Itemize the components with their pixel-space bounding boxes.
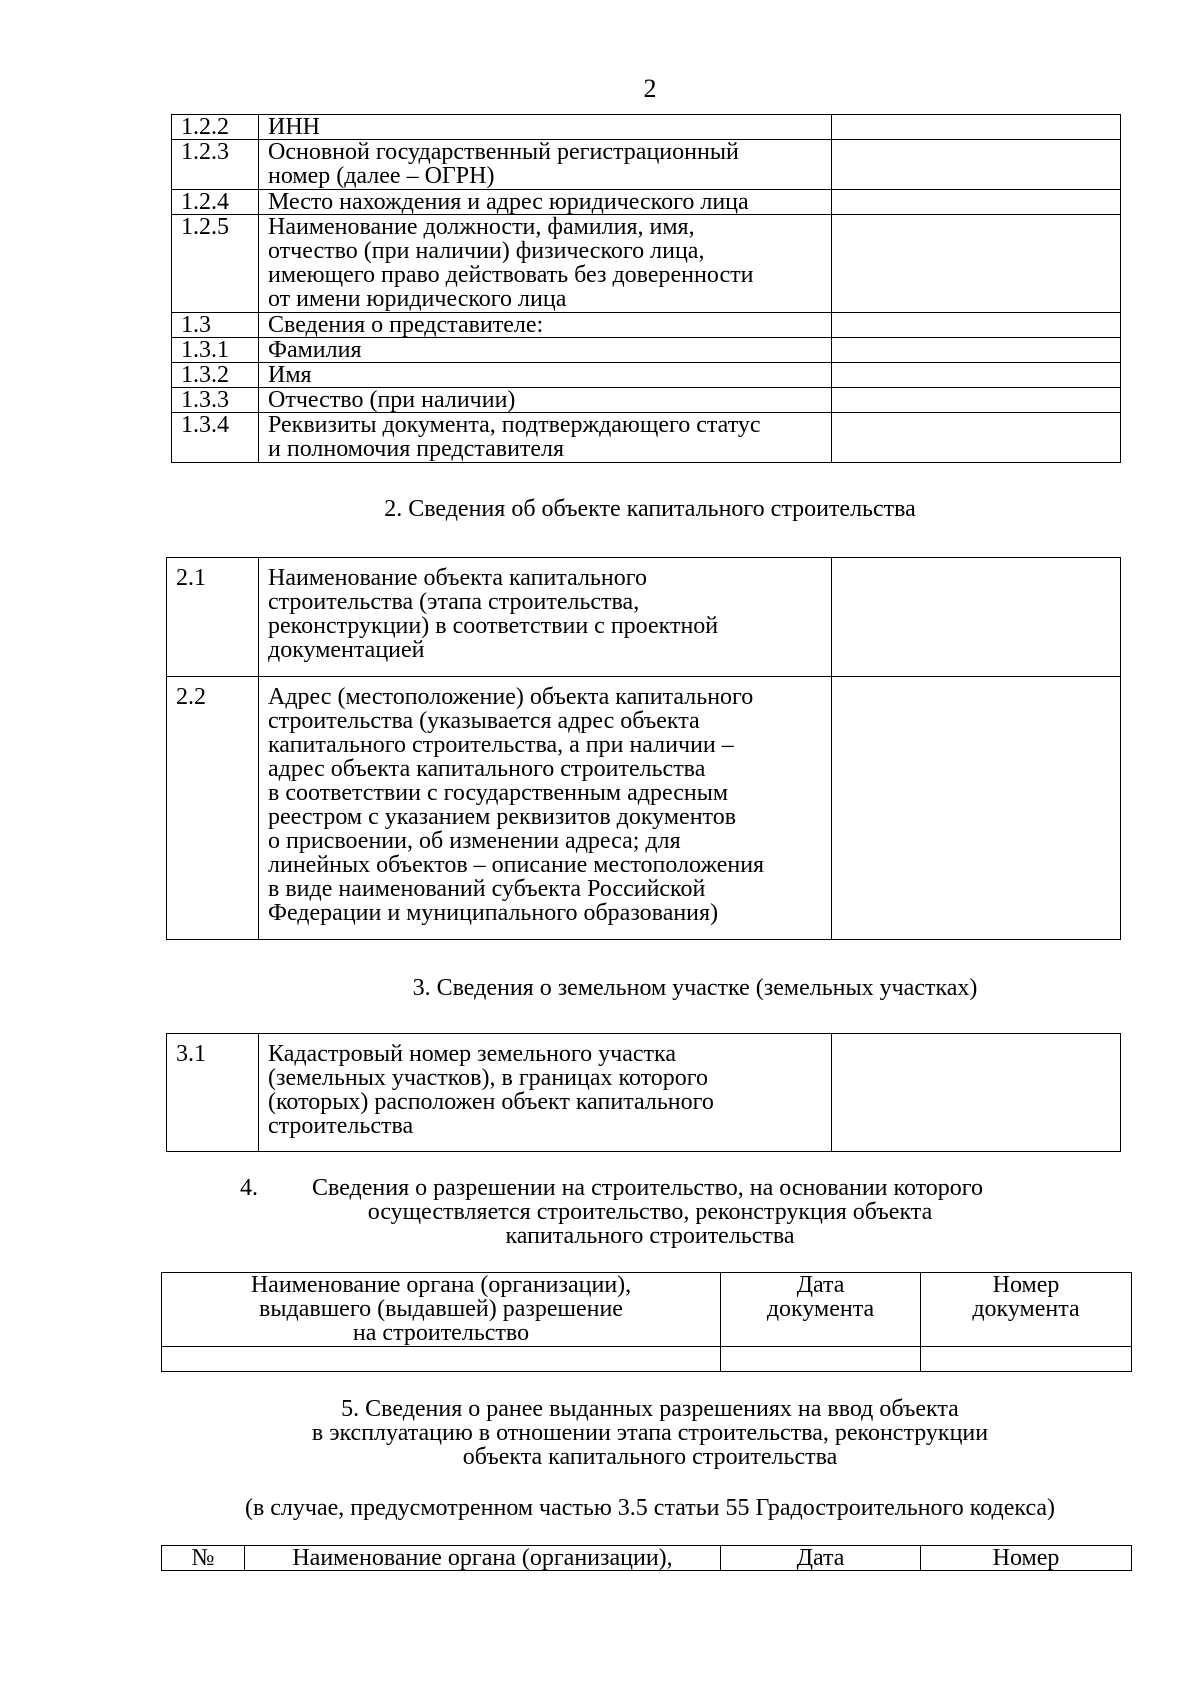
row-label: Адрес (местоположение) объекта капитального строительства (указывается адрес объекта капитального строительства, а при наличии – адрес объекта капитального строительства в соответствии с государственным адресным реестром с указанием реквизитов документов о присвоении, об изменении адреса; для линейных объектов – описание местоположения в виде наименований субъекта Российской Федерации и муниципального образования)	[259, 677, 832, 940]
row-number: 1.2.2	[172, 115, 259, 140]
table-row	[172, 388, 1121, 413]
value-cell[interactable]	[832, 388, 1121, 413]
row-label: ИНН	[259, 115, 832, 140]
table-row	[167, 677, 1121, 940]
table-row	[162, 1347, 1132, 1372]
value-cell[interactable]	[832, 215, 1121, 313]
column-header-date: Дата документа	[721, 1273, 921, 1347]
value-cell[interactable]	[832, 677, 1121, 940]
table-row	[172, 413, 1121, 463]
value-cell[interactable]	[832, 1034, 1121, 1152]
row-number: 1.3.4	[172, 413, 259, 463]
section-5-title: 5. Сведения о ранее выданных разрешениях на ввод объекта в эксплуатацию в отношении этапа строительства, реконструкции объекта капитального строительства	[311, 1396, 989, 1470]
column-header-authority: Наименование органа (организации),	[245, 1546, 721, 1571]
row-label: Имя	[259, 363, 832, 388]
value-cell[interactable]	[832, 115, 1121, 140]
row-label: Отчество (при наличии)	[259, 388, 832, 413]
table-row	[172, 140, 1121, 190]
column-header-authority: Наименование органа (организации), выдавшего (выдавшей) разрешение на строительство	[162, 1273, 721, 1347]
row-number: 2.2	[167, 677, 259, 940]
table-row	[172, 313, 1121, 338]
row-label: Основной государственный регистрационный номер (далее – ОГРН)	[259, 140, 832, 190]
row-label: Место нахождения и адрес юридического лица	[259, 190, 832, 215]
page-number: 2	[643, 74, 657, 103]
building-permit-table	[161, 1272, 1132, 1372]
column-header-date: Дата	[721, 1546, 921, 1571]
row-label: Реквизиты документа, подтверждающего статус и полномочия представителя	[259, 413, 832, 463]
column-header-index: №	[162, 1546, 245, 1571]
column-header-number: Номер документа	[921, 1273, 1132, 1347]
table-row	[167, 1034, 1121, 1152]
date-cell[interactable]	[721, 1347, 921, 1372]
row-number: 1.2.4	[172, 190, 259, 215]
row-number: 1.2.5	[172, 215, 259, 313]
table-row	[172, 363, 1121, 388]
table-row	[172, 115, 1121, 140]
row-label: Кадастровый номер земельного участка (земельных участков), в границах которого (которых) расположен объект капитального строительства	[259, 1034, 832, 1152]
section-4-title-rest: осуществляется строительство, реконструкция объекта капитального строительства	[367, 1199, 933, 1249]
section-4-number: 4.	[240, 1175, 258, 1201]
table-row	[167, 558, 1121, 677]
applicant-info-table	[171, 114, 1121, 463]
value-cell[interactable]	[832, 140, 1121, 190]
row-number: 1.3	[172, 313, 259, 338]
section-5-note: (в случае, предусмотренном частью 3.5 статьи 55 Градостроительного кодекса)	[244, 1495, 1056, 1521]
row-label: Наименование объекта капитального строительства (этапа строительства, реконструкции) в соответствии с проектной документацией	[259, 558, 832, 677]
row-number: 3.1	[167, 1034, 259, 1152]
table-header-row	[162, 1546, 1132, 1571]
value-cell[interactable]	[832, 313, 1121, 338]
section-3-title: 3. Сведения о земельном участке (земельных участках)	[412, 975, 978, 1001]
authority-cell[interactable]	[162, 1347, 721, 1372]
row-label: Наименование должности, фамилия, имя, отчество (при наличии) физического лица, имеющего право действовать без доверенности от имени юридического лица	[259, 215, 832, 313]
section-2-title: 2. Сведения об объекте капитального строительства	[384, 496, 916, 522]
value-cell[interactable]	[832, 190, 1121, 215]
previous-permits-table	[161, 1545, 1132, 1571]
row-number: 1.3.1	[172, 338, 259, 363]
value-cell[interactable]	[832, 413, 1121, 463]
row-label: Фамилия	[259, 338, 832, 363]
section-4-title-line1: Сведения о разрешении на строительство, на основании которого	[312, 1175, 984, 1201]
row-number: 1.3.2	[172, 363, 259, 388]
value-cell[interactable]	[832, 558, 1121, 677]
value-cell[interactable]	[832, 338, 1121, 363]
table-row	[172, 215, 1121, 313]
number-cell[interactable]	[921, 1347, 1132, 1372]
land-plot-table	[166, 1033, 1121, 1152]
column-header-number: Номер	[921, 1546, 1132, 1571]
row-number: 1.2.3	[172, 140, 259, 190]
value-cell[interactable]	[832, 363, 1121, 388]
table-header-row	[162, 1273, 1132, 1347]
row-label: Сведения о представителе:	[259, 313, 832, 338]
table-row	[172, 338, 1121, 363]
object-info-table	[166, 557, 1121, 940]
row-number: 2.1	[167, 558, 259, 677]
row-number: 1.3.3	[172, 388, 259, 413]
table-row	[172, 190, 1121, 215]
